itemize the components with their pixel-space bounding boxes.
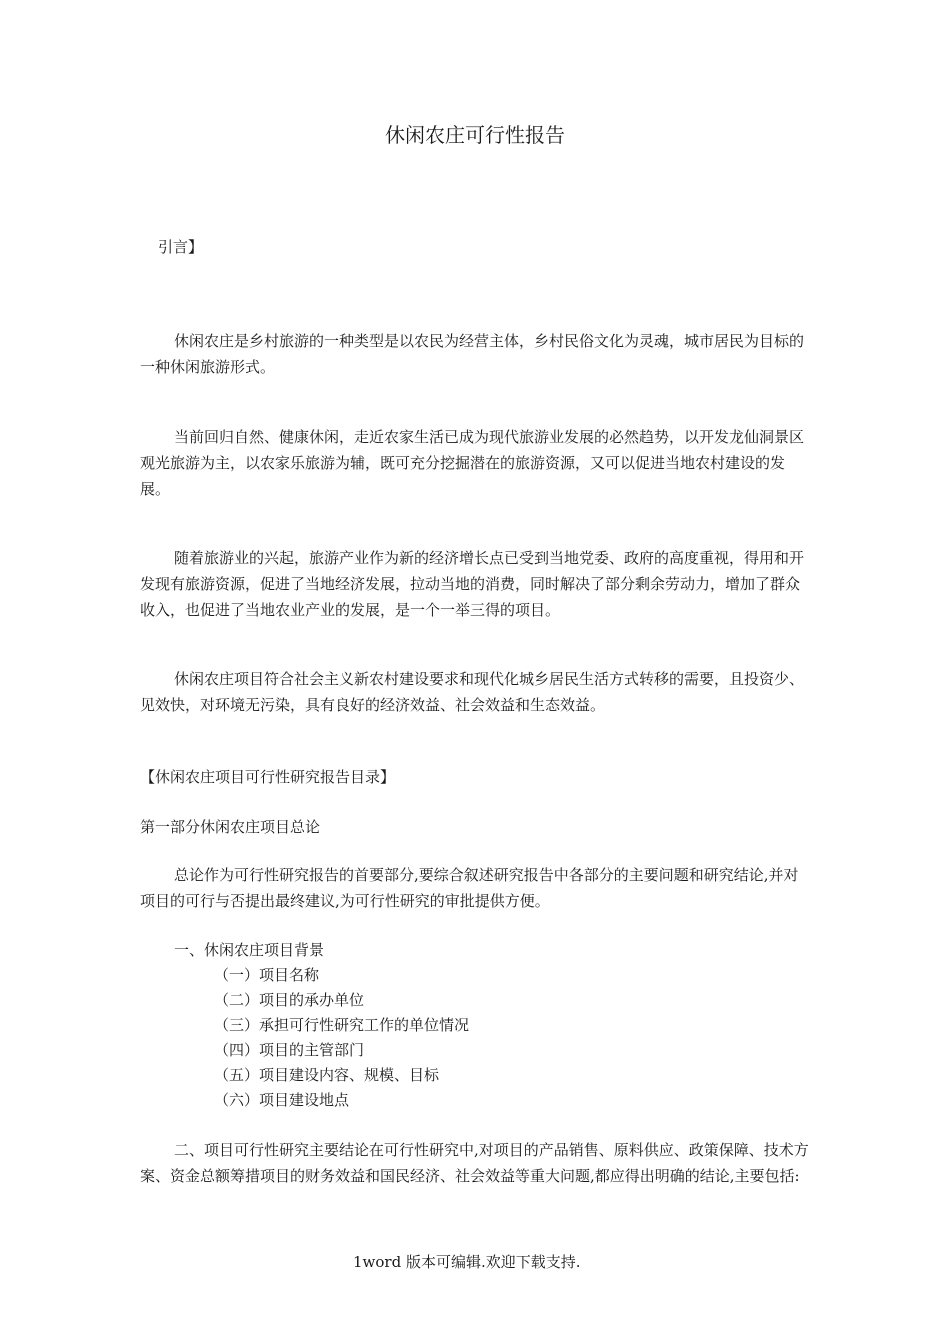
list-item: （三）承担可行性研究工作的单位情况 — [214, 1016, 470, 1034]
paragraph-2: 当前回归自然、健康休闲，走近农家生活已成为现代旅游业发展的必然趋势，以开发龙仙洞景区观光旅游为主，以农家乐旅游为辅，既可充分挖掘潜在的旅游资源，又可以促进当地农村建设的发展。 — [140, 428, 805, 498]
document-title: 休闲农庄可行性报告 — [385, 123, 565, 147]
intro-label: 引言】 — [158, 238, 204, 256]
toc-heading: 【休闲农庄项目可行性研究报告目录】 — [140, 768, 396, 786]
paragraph-1: 休闲农庄是乡村旅游的一种类型是以农民为经营主体，乡村民俗文化为灵魂，城市居民为目标的一种休闲旅游形式。 — [140, 332, 805, 376]
list-item: （四）项目的主管部门 — [214, 1041, 365, 1059]
part-one-heading: 第一部分休闲农庄项目总论 — [140, 818, 321, 836]
list-item: （五）项目建设内容、规模、目标 — [214, 1066, 440, 1084]
list-item: （二）项目的承办单位 — [214, 991, 365, 1009]
paragraph-4: 休闲农庄项目符合社会主义新农村建设要求和现代化城乡居民生活方式转移的需要，且投资少、见效快，对环境无污染，具有良好的经济效益、社会效益和生态效益。 — [140, 670, 805, 714]
section-two-paragraph: 二、项目可行性研究主要结论在可行性研究中,对项目的产品销售、原料供应、政策保障、技术方案、资金总额筹措项目的财务效益和国民经济、社会效益等重大问题,都应得出明确的结论,主要包括: — [140, 1141, 809, 1185]
summary-paragraph: 总论作为可行性研究报告的首要部分,要综合叙述研究报告中各部分的主要问题和研究结论,并对项目的可行与否提出最终建议,为可行性研究的审批提供方便。 — [140, 866, 799, 910]
page-footer: 1word 版本可编辑.欢迎下载支持. — [353, 1253, 581, 1271]
list-item: （一）项目名称 — [214, 966, 320, 984]
list-item: （六）项目建设地点 — [214, 1091, 350, 1109]
paragraph-3: 随着旅游业的兴起，旅游产业作为新的经济增长点已受到当地党委、政府的高度重视，得用和开发现有旅游资源，促进了当地经济发展，拉动当地的消费，同时解决了部分剩余劳动力，增加了群众收入，也促进了当地农业产业的发展，是一个一举三得的项目。 — [140, 549, 805, 619]
section-one-heading: 一、休闲农庄项目背景 — [174, 941, 325, 959]
section-one-list — [174, 938, 469, 1113]
